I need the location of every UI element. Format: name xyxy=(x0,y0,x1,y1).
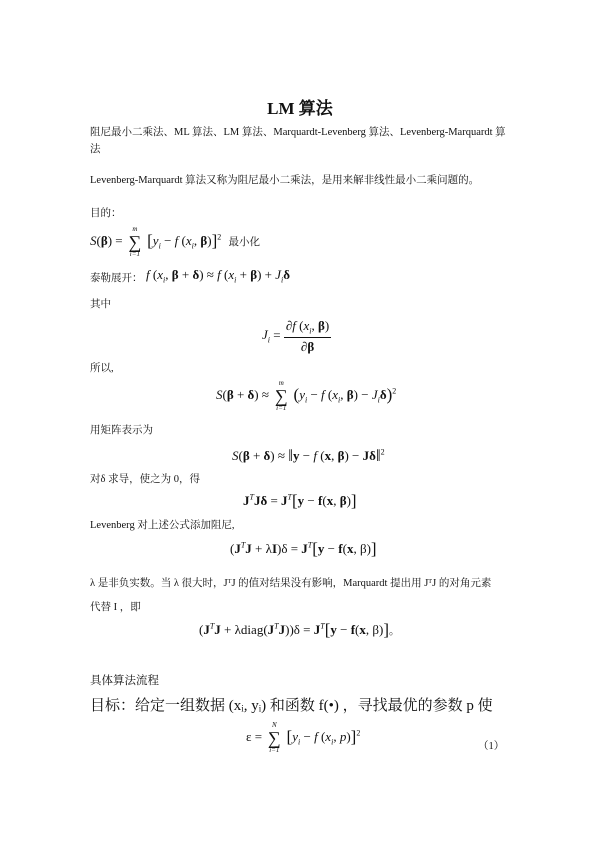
aliases-line-1: 阻尼最小二乘法、ML 算法、LM 算法、Marquardt-Levenberg 算法、Levenberg-Marquardt 算 xyxy=(90,127,506,138)
derivative-text: 对δ 求导，使之为 0，得 xyxy=(90,474,200,485)
target-statement: 目标：给定一组数据 (xᵢ, yᵢ) 和函数 f(•) ，寻找最优的参数 p 使 xyxy=(90,698,493,714)
equation-period: 。 xyxy=(389,626,400,637)
minimize-text: 最小化 xyxy=(228,236,261,248)
therefore-label: 所以, xyxy=(90,363,114,374)
objective-equation: S(β) = m ∑ i=1 [$y_i - f$ ($x_i$, β)]$^2$ 最小化 xyxy=(90,225,261,258)
equation-number: （1） xyxy=(478,741,505,752)
marquardt-equation: ($J^TJ$ + $\lambda diag(J^TJ))\delta = J^T[y - f(x$, β)]。 xyxy=(199,620,400,639)
levenberg-text: Levenberg 对上述公式添加阻尼, xyxy=(90,520,235,531)
lambda-line-2: 代替 I ，即 xyxy=(90,602,141,613)
where-label: 其中 xyxy=(90,299,111,310)
aliases-line-2: 法 xyxy=(90,144,101,155)
page-title: LM 算法 xyxy=(267,99,333,118)
taylor-label: 泰勒展开： xyxy=(90,273,143,284)
matrix-label: 用矩阵表示为 xyxy=(90,425,153,436)
approx-equation: S(β + δ) ≈ m ∑ i=1 ($y_i - f$ ($x_i$, $\beta) - J_i\delta)^2$ xyxy=(216,379,397,412)
goal-label: 目的： xyxy=(90,208,122,219)
epsilon-equation: ε = N ∑ i=1 [$y_i - f$ ($x_i$, p)]$^2$ xyxy=(246,721,361,754)
matrix-equation: S(β + δ) ≈ ‖y − f (x, β) − Jδ‖$^2$ xyxy=(232,446,385,465)
intro-paragraph: Levenberg-Marquardt 算法又称为阻尼最小二乘法，是用来解非线性最小二乘问题的。 xyxy=(90,175,480,186)
process-heading: 具体算法流程 xyxy=(90,675,159,687)
levenberg-equation: $(J^TJ + \lambda I)\delta = J^T[y - f(x$, β)] xyxy=(230,539,377,558)
normal-equation: $J^TJ\delta = J^T[y - f(x$, β)] xyxy=(243,491,357,510)
lambda-line-1: λ 是非负实数。当 λ 很大时，JᵀJ 的值对结果没有影响，Marquardt 提出用 JᵀJ 的对角元素 xyxy=(90,578,492,589)
taylor-equation: f ($x_i$, β + δ) ≈ f $(x_i + \beta) + J_i\delta$ xyxy=(146,267,291,285)
jacobian-equation: $J_i$ = $\frac{\partial f (x_i, \beta)}{\partial\beta}$ xyxy=(262,318,330,354)
